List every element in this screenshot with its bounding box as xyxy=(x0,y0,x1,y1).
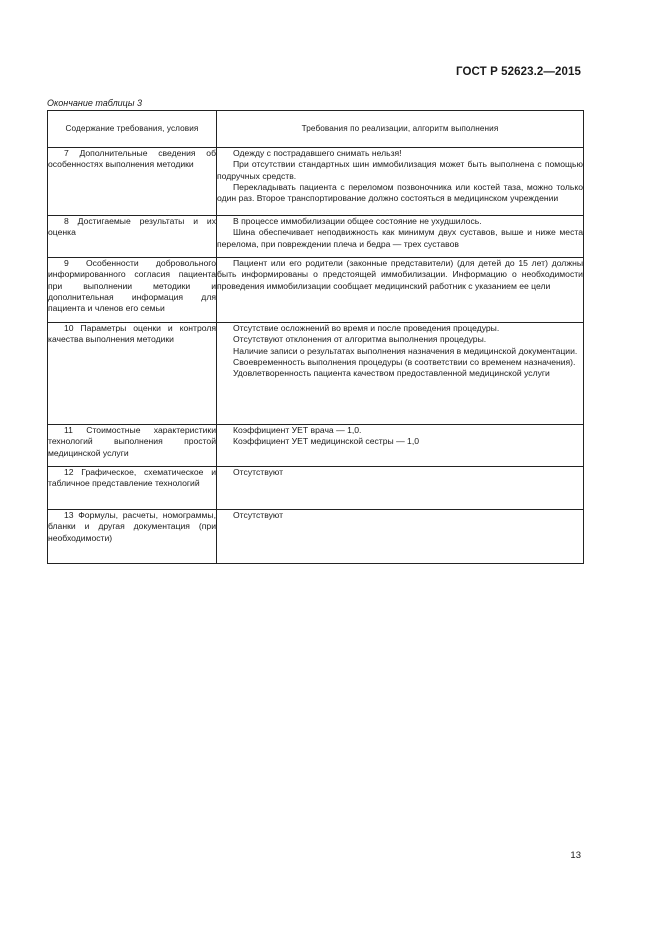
implementation-text: Отсутствуют отклонения от алгоритма выполнения процедуры. xyxy=(233,334,487,345)
table-row xyxy=(48,323,584,425)
table-header-row xyxy=(48,111,584,148)
requirement-cell xyxy=(48,323,217,425)
page-number: 13 xyxy=(570,850,581,861)
implementation-cell xyxy=(217,216,584,258)
implementation-text: Наличие записи о результатах выполнения назначения в медицинской документации. xyxy=(233,345,578,356)
table-row xyxy=(48,510,584,564)
implementation-text: При отсутствии стандартных шин иммобилизация может быть выполнена с помощью подручных средств. xyxy=(217,159,583,181)
column-header: Содержание требования, условия xyxy=(48,111,217,148)
requirement-text: 12 Графическое, схематическое и табличное представление технологий xyxy=(48,467,216,489)
table-row xyxy=(48,148,584,216)
implementation-text: Пациент или его родители (законные представители) (для детей до 15 лет) должны быть информированы о предстоящей иммобилизации. Информацию о необходимости проведения иммобилизации сообщает медицинский работник с указанием ее цели xyxy=(217,258,583,291)
requirement-text: 8 Достигаемые результаты и их оценка xyxy=(48,216,216,238)
table-row xyxy=(48,258,584,323)
requirement-text: 7 Дополнительные сведения об особенностях выполнения методики xyxy=(48,148,216,170)
requirement-text: 10 Параметры оценки и контроля качества выполнения методики xyxy=(48,323,216,345)
standard-designation: ГОСТ Р 52623.2—2015 xyxy=(456,66,581,78)
requirement-cell xyxy=(48,258,217,323)
table-caption: Окончание таблицы 3 xyxy=(47,98,142,108)
requirement-cell xyxy=(48,148,217,216)
implementation-text: Удовлетворенность пациента качеством предоставленной медицинской услуги xyxy=(233,368,550,379)
implementation-text: Отсутствуют xyxy=(233,467,284,477)
implementation-text: Перекладывать пациента с переломом позвоночника или костей таза, можно только один раз. Второе транспортирование должно состояться в медицинском учреждении xyxy=(217,182,583,204)
implementation-cell xyxy=(217,323,584,425)
implementation-cell xyxy=(217,258,584,323)
implementation-text: Коэффициент УЕТ врача — 1,0. xyxy=(233,425,362,435)
requirements-table xyxy=(47,110,584,564)
implementation-text: Отсутствуют xyxy=(233,510,284,520)
implementation-text: Коэффициент УЕТ медицинской сестры — 1,0 xyxy=(233,436,419,447)
table-row xyxy=(48,216,584,258)
requirement-text: 13 Формулы, расчеты, номограммы, бланки и другая документация (при необходимости) xyxy=(48,510,216,543)
implementation-text: Своевременность выполнения процедуры (в соответствии со временем назначения). xyxy=(233,357,576,368)
requirement-cell xyxy=(48,467,217,510)
implementation-cell xyxy=(217,467,584,510)
implementation-text: Одежду с пострадавшего снимать нельзя! xyxy=(233,148,402,158)
implementation-text: Отсутствие осложнений во время и после проведения процедуры. xyxy=(233,323,500,333)
requirement-text: 11 Стоимостные характеристики технологий выполнения простой медицинской услуги xyxy=(48,425,216,458)
requirement-text: 9 Особенности добровольного информированного согласия пациента при выполнении методики и дополнительная информация для пациента и членов его семьи xyxy=(48,258,216,314)
implementation-text: В процессе иммобилизации общее состояние не ухудшилось. xyxy=(233,216,482,226)
implementation-cell xyxy=(217,425,584,467)
requirement-cell xyxy=(48,216,217,258)
implementation-text: Шина обеспечивает неподвижность как минимум двух суставов, выше и ниже места перелома, при повреждении плеча и бедра — трех суставов xyxy=(217,227,583,249)
requirement-cell xyxy=(48,425,217,467)
implementation-cell xyxy=(217,510,584,564)
table-row xyxy=(48,467,584,510)
table-row xyxy=(48,425,584,467)
implementation-cell xyxy=(217,148,584,216)
requirement-cell xyxy=(48,510,217,564)
column-header: Требования по реализации, алгоритм выполнения xyxy=(217,111,584,148)
